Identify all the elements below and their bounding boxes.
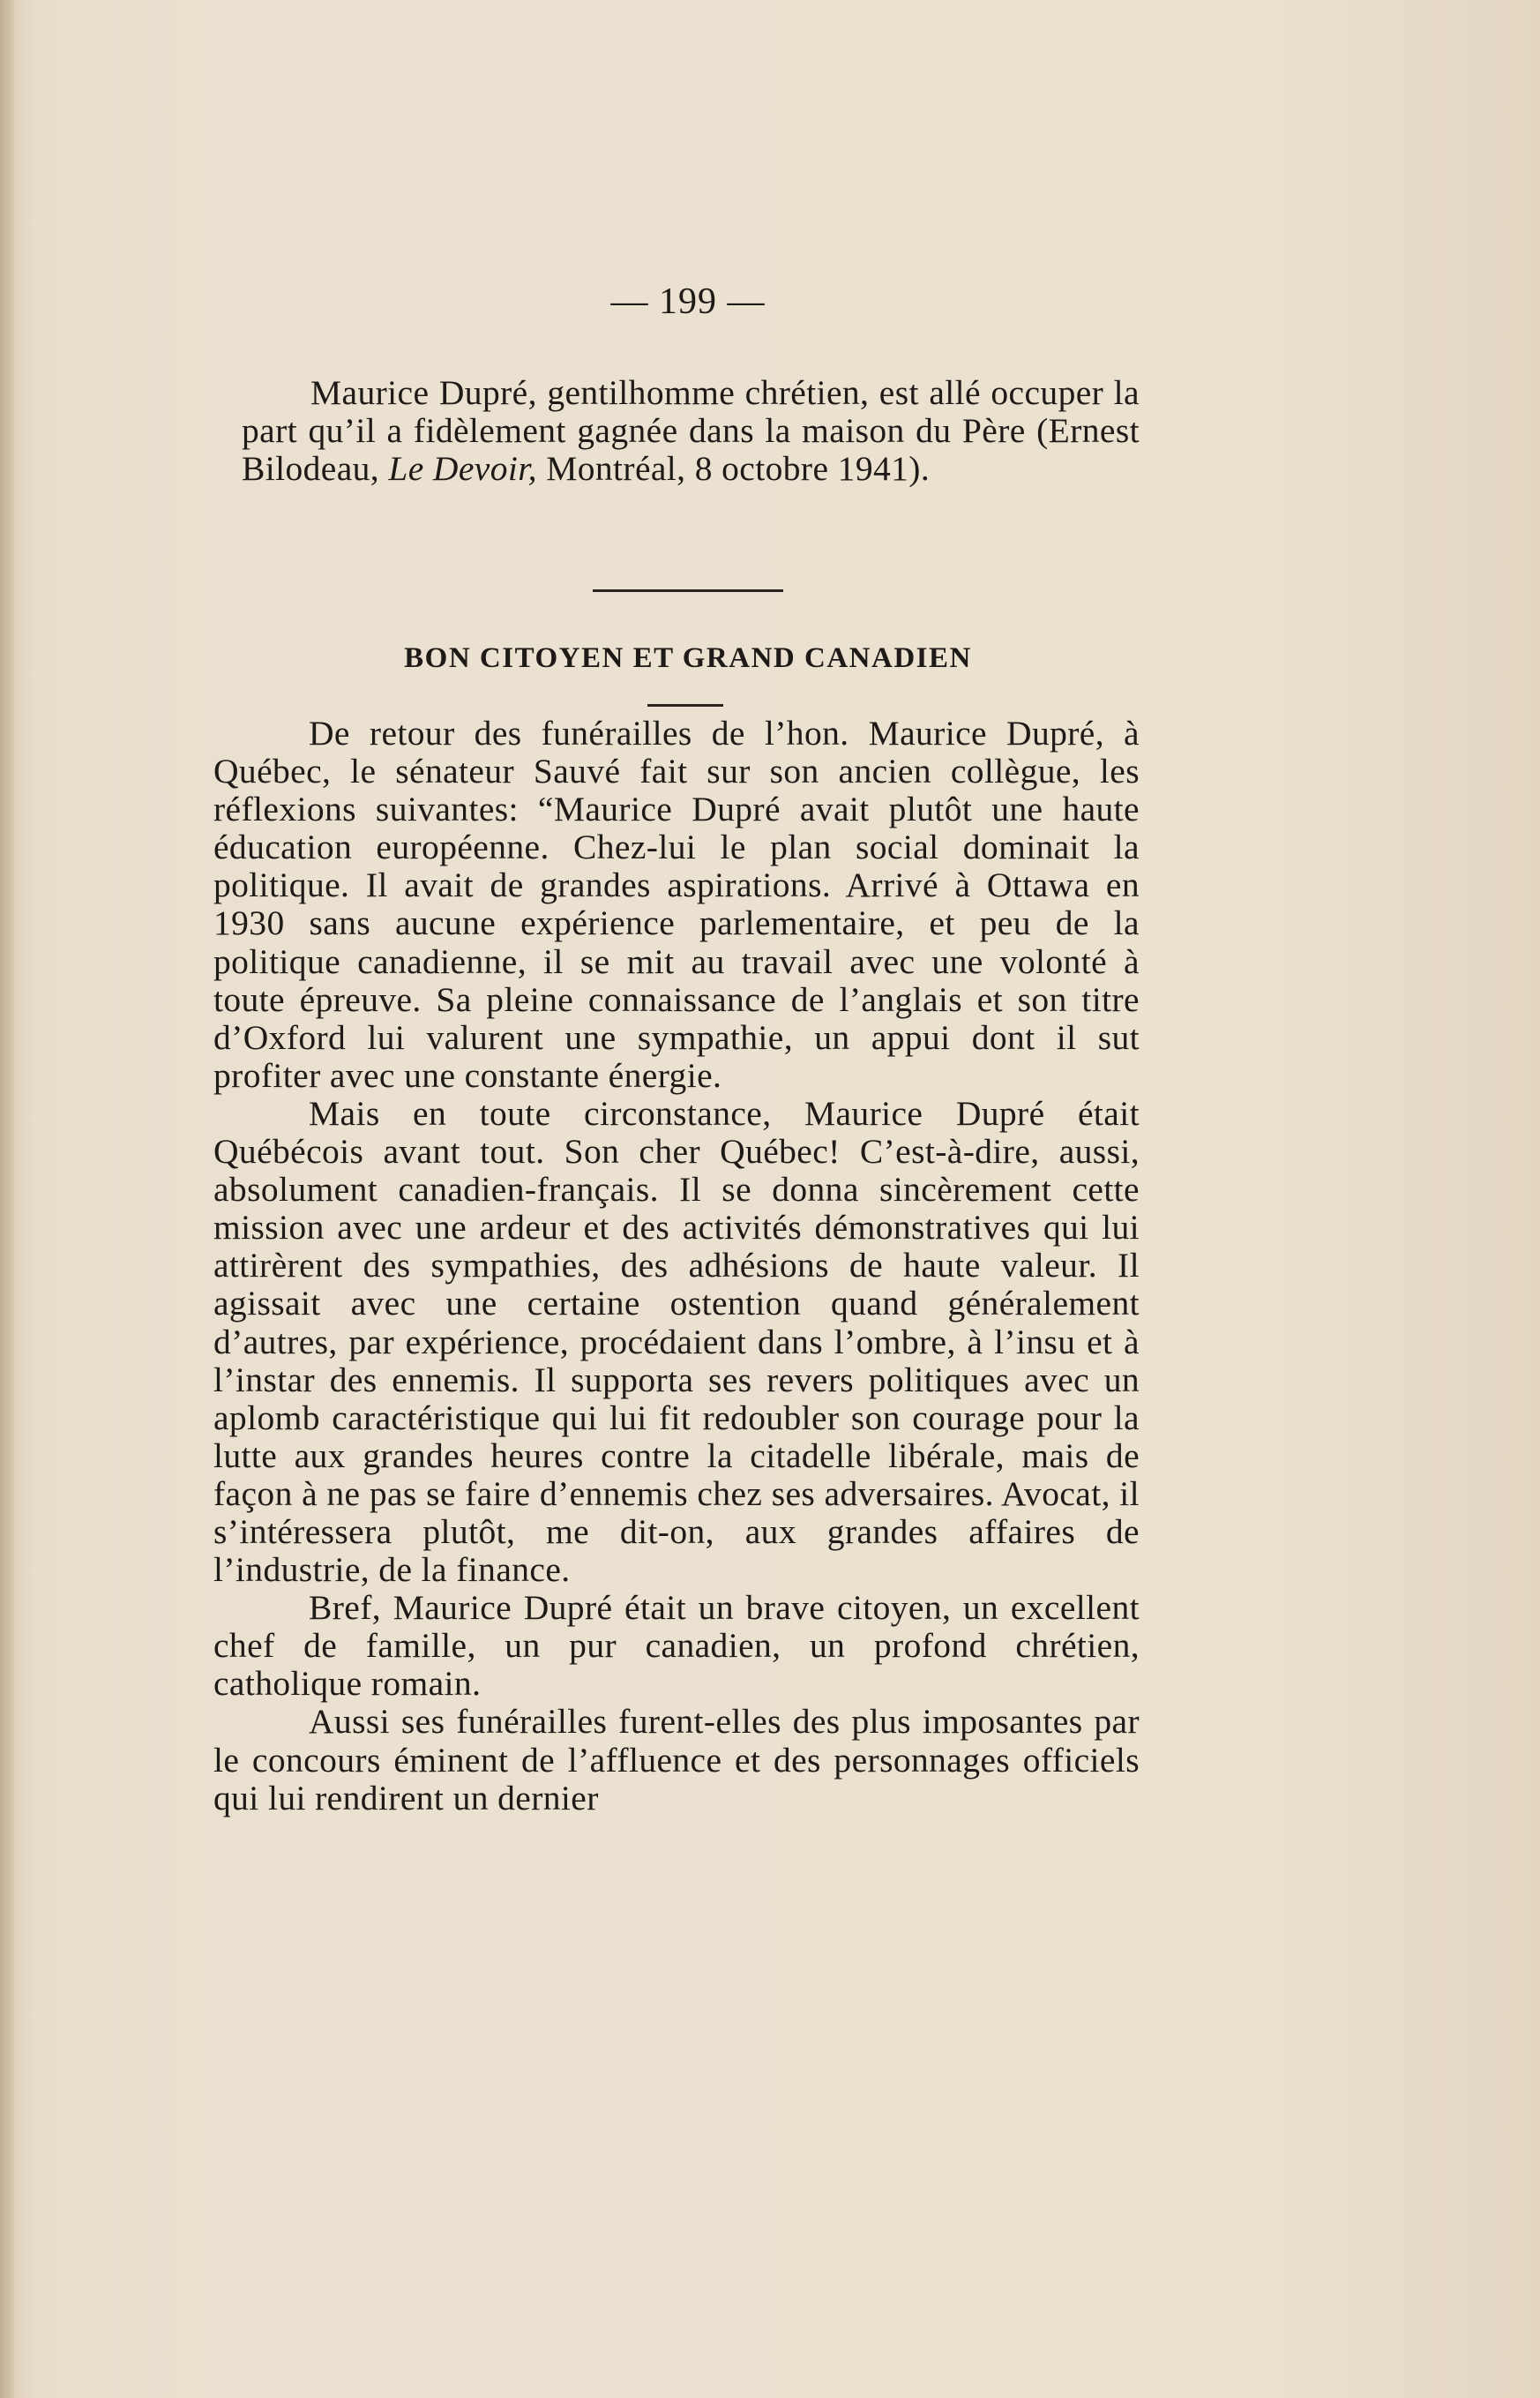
body-paragraph: Mais en toute circonstance, Maurice Dupré était Québécois avant tout. Son cher Québec! C’est-à-dire, aussi, absolument canadien-français. Il se donna sincèrement cette mission avec une ardeur et des activités démonstratives qui lui attirèrent des sympathies, des adhésions de haute valeur. Il agissait avec une certaine ostention quand généralement d’autres, par expérience, procédaient dans l’ombre, à l’insu et à l’instar des ennemis. Il supporta ses revers politiques avec un aplomb caractéristique qui lui fit redoubler son courage pour la lutte aux grandes heures contre la citadelle libérale, mais de façon à ne pas se faire d’ennemis chez ses adversaires. Avocat, il s’intéressera plutôt, me dit-on, aux grandes affaires de l’industrie, de la finance. <box>213 1093 1140 1590</box>
page-binding-edge <box>0 0 14 2398</box>
opening-paragraph <box>242 374 1140 488</box>
section-body <box>213 715 1140 1817</box>
body-paragraph: Bref, Maurice Dupré était un brave citoyen, un excellent chef de famille, un pur canadien, un profond chrétien, catholique romain. <box>213 1588 1140 1704</box>
opening-paragraph-text <box>242 374 1140 488</box>
opening-text-end: Montréal, 8 octobre 1941). <box>536 449 931 489</box>
heading-underline <box>647 704 723 707</box>
opening-text-start: Maurice Dupré, gentilhomme chrétien, est allé occuper la part qu’il a fidèlement gagnée dans la maison du Père (Ernest Bilodeau, <box>242 373 1140 489</box>
section-heading: BON CITOYEN ET GRAND CANADIEN <box>404 642 972 674</box>
newspaper-title: Le Devoir, <box>388 449 537 489</box>
section-divider <box>593 589 783 592</box>
body-paragraph: De retour des funérailles de l’hon. Maurice Dupré, à Québec, le sénateur Sauvé fait sur son ancien collègue, les réflexions suivantes: “Maurice Dupré avait plutôt une haute éducation européenne. Chez-lui le plan social dominait la politique. Il avait de grandes aspirations. Arrivé à Ottawa en 1930 sans aucune expérience parlementaire, et peu de la politique canadienne, il se mit au travail avec une volonté à toute épreuve. Sa pleine connaissance de l’anglais et son titre d’Oxford lui valurent une sympathie, un appui dont il sut profiter avec une constante énergie. <box>213 714 1140 1095</box>
page-number: — 199 — <box>610 281 766 322</box>
body-paragraph: Aussi ses funérailles furent-elles des plus imposantes par le concours éminent de l’affluence et des personnages officiels qui lui rendirent un dernier <box>213 1702 1140 1817</box>
